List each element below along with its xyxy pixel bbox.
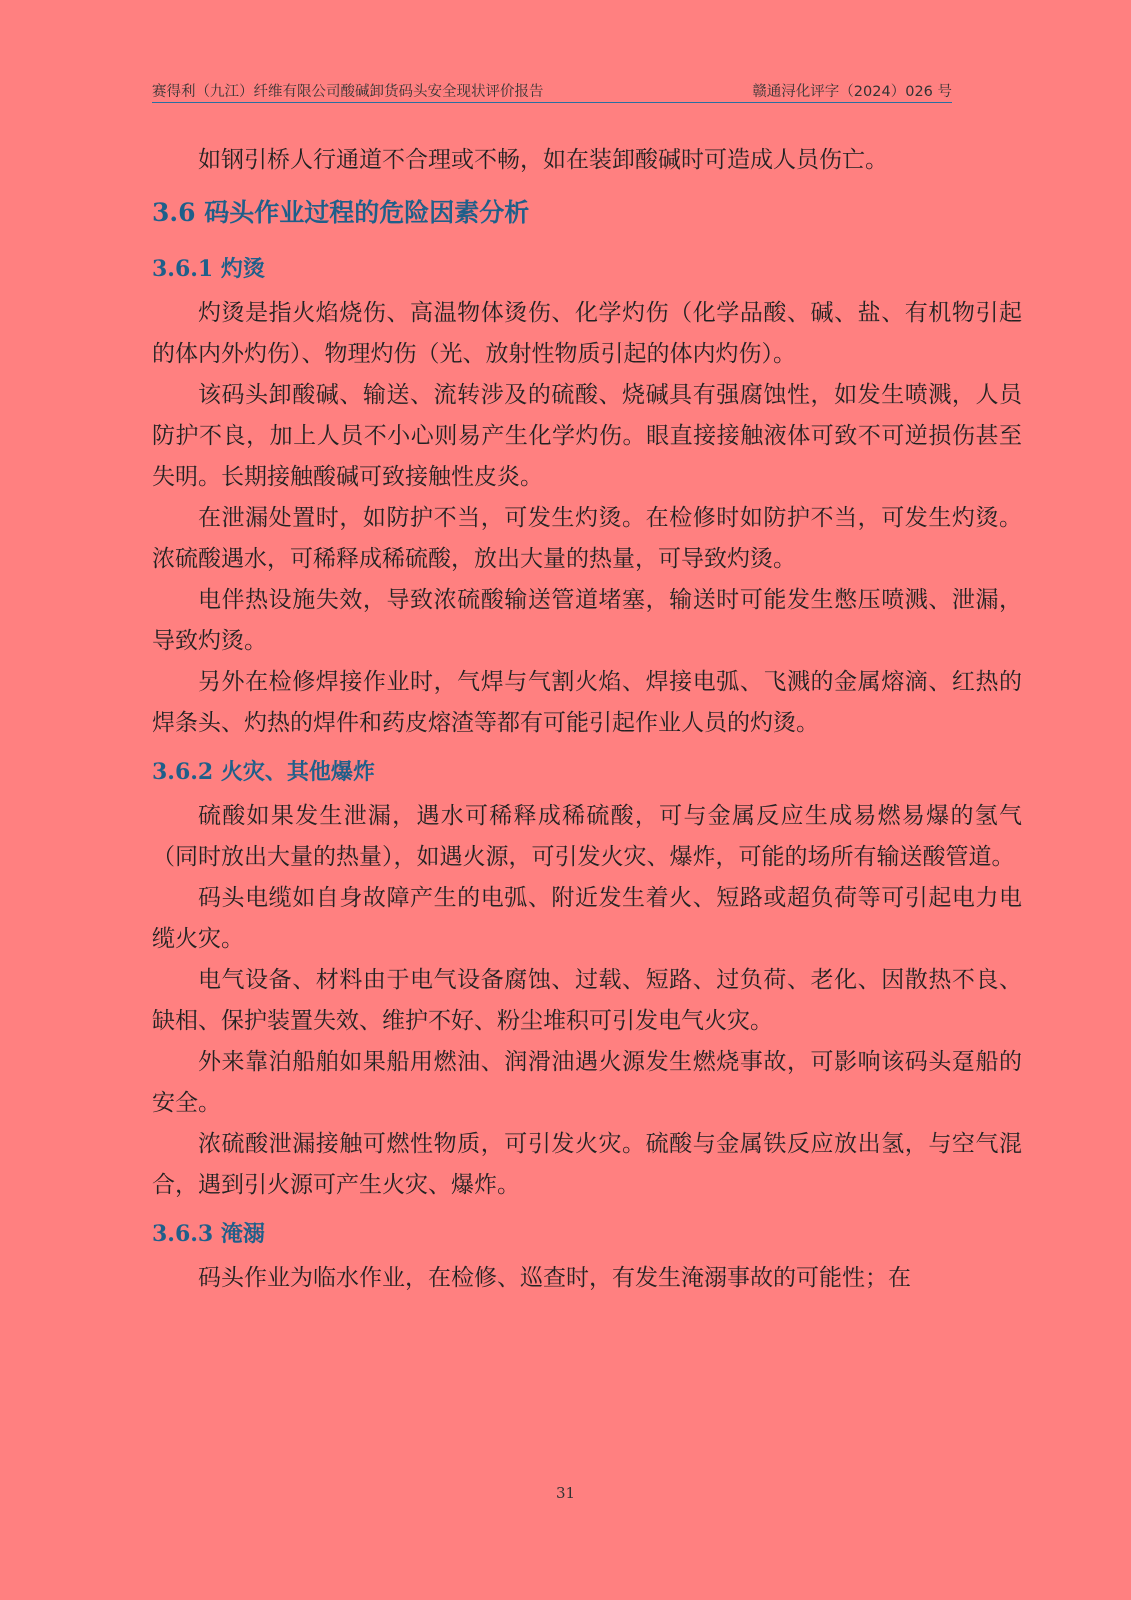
subsection-heading-burns: 3.6.1 灼烫 <box>152 256 265 282</box>
page-number: 31 <box>555 1484 576 1502</box>
paragraph: 外来靠泊船舶如果船用燃油、润滑油遇火源发生燃烧事故，可影响该码头趸船的安全。 <box>152 1049 1022 1116</box>
paragraph: 该码头卸酸碱、输送、流转涉及的硫酸、烧碱具有强腐蚀性，如发生喷溅，人员防护不良，加上人员不小心则易产生化学灼伤。眼直接接触液体可致不可逆损伤甚至失明。长期接触酸碱可致接触性皮炎。 <box>152 382 1022 490</box>
section-heading: 3.6 码头作业过程的危险因素分析 <box>152 198 530 227</box>
header-report-number: 赣通浔化评字（2024）026 号 <box>752 84 952 100</box>
subsection-heading-drowning: 3.6.3 淹溺 <box>152 1221 265 1247</box>
paragraph: 如钢引桥人行通道不合理或不畅，如在装卸酸碱时可造成人员伤亡。 <box>198 147 888 173</box>
paragraph: 另外在检修焊接作业时，气焊与气割火焰、焊接电弧、飞溅的金属熔滴、红热的焊条头、灼热的焊件和药皮熔渣等都有可能引起作业人员的灼烫。 <box>152 669 1022 736</box>
paragraph: 浓硫酸泄漏接触可燃性物质，可引发火灾。硫酸与金属铁反应放出氢，与空气混合，遇到引火源可产生火灾、爆炸。 <box>152 1131 1022 1198</box>
subsection-heading-fire-explosion: 3.6.2 火灾、其他爆炸 <box>152 759 375 785</box>
paragraph: 在泄漏处置时，如防护不当，可发生灼烫。在检修时如防护不当，可发生灼烫。浓硫酸遇水，可稀释成稀硫酸，放出大量的热量，可导致灼烫。 <box>152 505 1022 572</box>
paragraph: 码头电缆如自身故障产生的电弧、附近发生着火、短路或超负荷等可引起电力电缆火灾。 <box>152 885 1022 952</box>
paragraph: 电伴热设施失效，导致浓硫酸输送管道堵塞，输送时可能发生憋压喷溅、泄漏，导致灼烫。 <box>152 587 1022 654</box>
header-report-title: 赛得利（九江）纤维有限公司酸碱卸货码头安全现状评价报告 <box>152 84 544 100</box>
paragraph: 硫酸如果发生泄漏，遇水可稀释成稀硫酸，可与金属反应生成易燃易爆的氢气（同时放出大量的热量），如遇火源，可引发火灾、爆炸，可能的场所有输送酸管道。 <box>152 803 1022 870</box>
paragraph: 灼烫是指火焰烧伤、高温物体烫伤、化学灼伤（化学品酸、碱、盐、有机物引起的体内外灼伤）、物理灼伤（光、放射性物质引起的体内灼伤）。 <box>152 300 1022 367</box>
page-header <box>152 80 952 103</box>
paragraph: 电气设备、材料由于电气设备腐蚀、过载、短路、过负荷、老化、因散热不良、缺相、保护装置失效、维护不好、粉尘堆积可引发电气火灾。 <box>152 967 1022 1034</box>
paragraph: 码头作业为临水作业，在检修、巡查时，有发生淹溺事故的可能性；在 <box>198 1265 911 1291</box>
page-body <box>152 140 1022 1299</box>
